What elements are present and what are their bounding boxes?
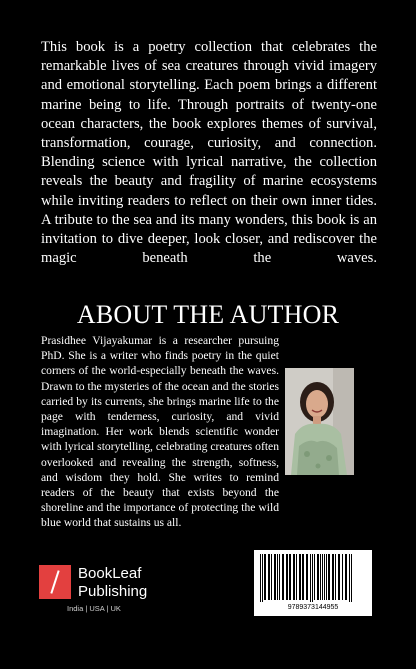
barcode-bar (320, 554, 321, 600)
barcode-bar (277, 554, 278, 600)
barcode-bar (351, 554, 352, 602)
author-portrait-image (285, 368, 354, 475)
barcode-bar (324, 554, 325, 600)
barcode-bar (306, 554, 308, 600)
barcode-bar (286, 554, 288, 600)
publisher-name-line2: Publishing (78, 583, 148, 600)
barcode-bar (338, 554, 340, 600)
barcode-bar (262, 554, 263, 602)
barcode-bar (317, 554, 319, 600)
barcode-bar (310, 554, 311, 602)
barcode-bar (282, 554, 284, 600)
barcode-bar (312, 554, 313, 602)
barcode-bar (293, 554, 295, 600)
publisher-name-line1: BookLeaf (78, 565, 142, 582)
author-bio: Prasidhee Vijayakumar is a researcher pursuing PhD. She is a writer who finds poetry in the quiet corners of the world-especially beneath the waves. Drawn to the mysteries of the ocean and the stories carried by its currents, she brings marine life to the page with tenderness, curiosity, and vivid imagination. Her work blends scientific wonder with lyrical storytelling, celebrating creatures often overlooked and revealing the strength, softness, and wisdom they hold. She writes to remind readers of the beauty that exists beyond the shoreline and the importance of protecting the wild blue world that sustains us all. (41, 334, 279, 530)
barcode-bar (328, 554, 330, 600)
barcode-bar (335, 554, 336, 600)
barcode-bar (326, 554, 327, 600)
barcode-bar (299, 554, 301, 600)
barcode-bars (258, 554, 368, 602)
barcode-bar (342, 554, 343, 600)
bookleaf-logo-icon (39, 565, 71, 599)
about-author-heading: ABOUT THE AUTHOR (76, 300, 340, 329)
publisher-logo (39, 565, 169, 617)
barcode-bar (279, 554, 280, 600)
barcode-bar (271, 554, 272, 600)
isbn-barcode (254, 550, 372, 616)
barcode-bar (274, 554, 276, 600)
barcode-bar (349, 554, 350, 602)
barcode-bar (260, 554, 261, 602)
publisher-regions: India | USA | UK (67, 604, 121, 613)
barcode-bar (345, 554, 347, 600)
barcode-bar (264, 554, 266, 600)
barcode-bar (302, 554, 304, 600)
barcode-bar (322, 554, 323, 600)
isbn-number: 9789373144955 (287, 604, 339, 611)
barcode-bar (314, 554, 315, 600)
barcode-bar (268, 554, 270, 600)
author-photo (285, 368, 354, 475)
barcode-bar (332, 554, 334, 600)
barcode-bar (289, 554, 291, 600)
book-blurb: This book is a poetry collection that celebrates the remarkable lives of sea creatures through vivid imagery and emotional storytelling. Each poem brings a different marine being to life. Through portraits of twenty-one ocean characters, the book explores themes of survival, transformation, courage, curiosity, and connection. Blending science with lyrical narrative, the collection reveals the beauty and fragility of marine ecosystems while inviting readers to reflect on their own inner tides. A tribute to the sea and its many wonders, this book is an invitation to dive deeper, look closer, and rediscover the magic beneath the waves. (41, 39, 377, 267)
barcode-bar (296, 554, 297, 600)
